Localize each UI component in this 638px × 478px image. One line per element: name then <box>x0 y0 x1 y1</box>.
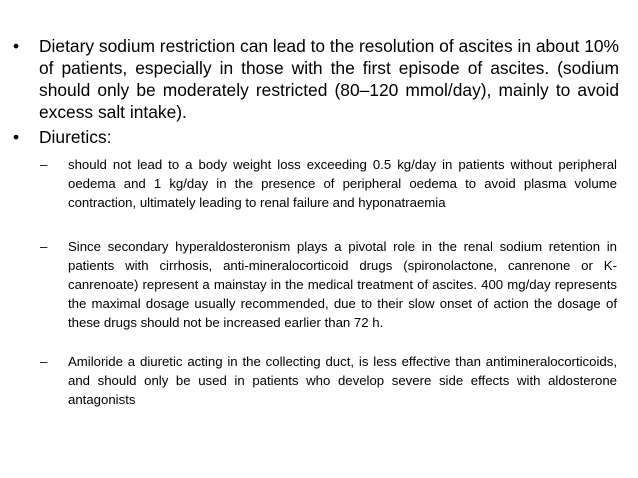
sub-bullet-text: should not lead to a body weight loss exceeding 0.5 kg/day in patients without peripheral oedema and 1 kg/day in the presence of peripheral oedema to avoid plasma volume contraction, ultimately leading to renal failure and hyponatraemia <box>68 157 617 210</box>
sub-bullet-text: Since secondary hyperaldosteronism plays a pivotal role in the renal sodium retention in patients with cirrhosis, anti-mineralocorticoid drugs (spironolactone, canrenone or K-canrenoate) represent a mainstay in the medical treatment of ascites. 400 mg/day represents the maximal dosage usually recommended, due to their slow onset of action the dosage of these drugs should not be increased earlier than 72 h. <box>68 239 617 330</box>
dash-marker: – <box>40 157 48 172</box>
bullet-dietary-sodium <box>13 35 619 125</box>
sub-bullet-weight-loss <box>40 155 617 233</box>
dash-marker: – <box>40 354 48 369</box>
sub-bullet-hyperaldosteronism <box>40 237 617 349</box>
bullet-marker: • <box>13 127 20 147</box>
bullet-text: Dietary sodium restriction can lead to the resolution of ascites in about 10% of patients, especially in those with the first episode of ascites. (sodium should only be moderately restricted (80–120 mmol/day), mainly to avoid excess salt intake). <box>39 36 619 122</box>
bullet-text: Diuretics: <box>39 127 112 147</box>
bullet-marker: • <box>13 36 20 56</box>
sub-bullet-amiloride <box>40 352 617 412</box>
sub-bullet-text: Amiloride a diuretic acting in the collecting duct, is less effective than antimineralocorticoids, and should only be used in patients who develop severe side effects with aldosterone antagonists <box>68 354 617 407</box>
bullet-diuretics <box>13 126 619 150</box>
dash-marker: – <box>40 239 48 254</box>
